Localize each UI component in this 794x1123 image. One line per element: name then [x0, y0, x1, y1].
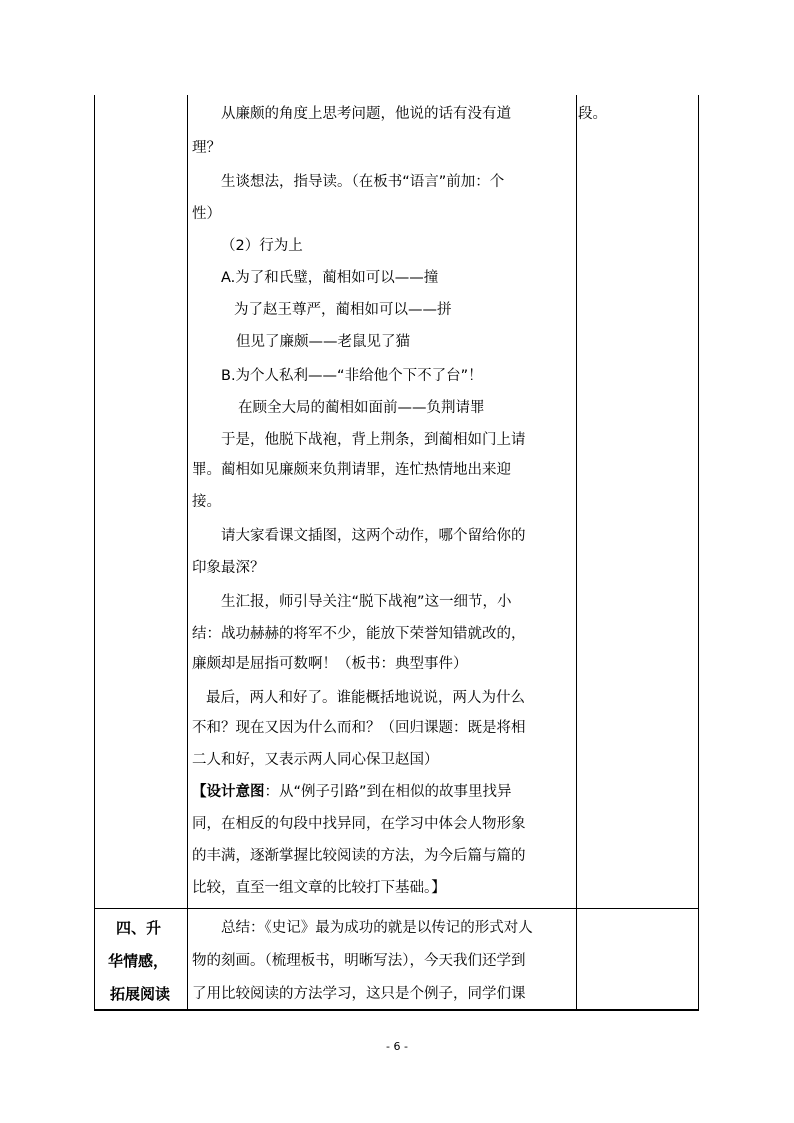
- table-border-left: [94, 95, 95, 1011]
- content-line: 性）: [192, 206, 221, 222]
- table-border-bottom: [94, 1009, 699, 1011]
- content-line: （2）行为上: [221, 238, 303, 254]
- content-line: 接。: [192, 494, 221, 510]
- table-border-right: [698, 95, 699, 1011]
- row1-col3-text: 段。: [578, 106, 607, 122]
- content-line: 印象最深？: [192, 560, 265, 576]
- design-intent-label: 【设计意图: [192, 784, 265, 800]
- summary-line: 总结：《史记》最为成功的就是以传记的形式对人: [221, 920, 533, 936]
- lesson-table: [94, 95, 699, 1011]
- design-intent-line: [192, 782, 512, 802]
- column-divider-1: [187, 95, 188, 1011]
- content-line: 理？: [192, 140, 221, 156]
- page-number: - 6 -: [386, 1040, 408, 1053]
- summary-line: 了用比较阅读的方法学习，这只是个例子，同学们课: [192, 986, 526, 1002]
- content-line: 二人和好，又表示两人同心保卫赵国）: [192, 752, 439, 768]
- stage-label: 拓展阅读: [110, 985, 171, 1003]
- design-intent-text: ：从“例子引路”到在相似的故事里找异: [264, 784, 512, 800]
- summary-line: 物的刻画。（梳理板书，明晰写法），今天我们还学到: [192, 953, 526, 969]
- content-line: 从廉颇的角度上思考问题，他说的话有没有道: [221, 106, 511, 122]
- content-line: 不和？现在又因为什么而和？（回归课题：既是将相: [192, 720, 526, 736]
- stage-label: 四、升: [116, 919, 162, 937]
- design-intent-line: 比较，直至一组文章的比较打下基础。】: [192, 880, 446, 896]
- content-line: 罪。蔺相如见廉颇来负荆请罪，连忙热情地出来迎: [192, 462, 511, 478]
- stage-label: 华情感，: [108, 952, 169, 970]
- content-line: 生汇报，师引导关注“脱下战袍”这一细节，小: [221, 594, 512, 610]
- content-line: 在顾全大局的蔺相如面前——负荆请罪: [238, 400, 485, 416]
- row-divider: [94, 908, 699, 909]
- content-line: 请大家看课文插图，这两个动作，哪个留给你的: [221, 528, 526, 544]
- content-line: 为了赵王尊严，蔺相如可以——拼: [234, 302, 452, 318]
- content-line: 但见了廉颇——老鼠见了猫: [236, 334, 410, 350]
- content-line: 最后，两人和好了。谁能概括地说说，两人为什么: [206, 690, 525, 706]
- content-line: 生谈想法，指导读。（在板书“语言”前加：个: [221, 174, 505, 190]
- content-line: 廉颇却是屈指可数啊！（板书：典型事件）: [192, 656, 468, 672]
- content-line: A.为了和氏璧，蔺相如可以——撞: [221, 270, 439, 286]
- content-line: 于是，他脱下战袍，背上荆条，到蔺相如门上请: [221, 432, 526, 448]
- content-line: B.为个人私利——“非给他个下不了台”！: [221, 368, 483, 384]
- design-intent-line: 的丰满，逐渐掌握比较阅读的方法，为今后篇与篇的: [192, 848, 526, 864]
- content-line: 结：战功赫赫的将军不少，能放下荣誉知错就改的，: [192, 626, 526, 642]
- design-intent-line: 同，在相反的句段中找异同，在学习中体会人物形象: [192, 816, 526, 832]
- column-divider-2: [576, 95, 577, 1011]
